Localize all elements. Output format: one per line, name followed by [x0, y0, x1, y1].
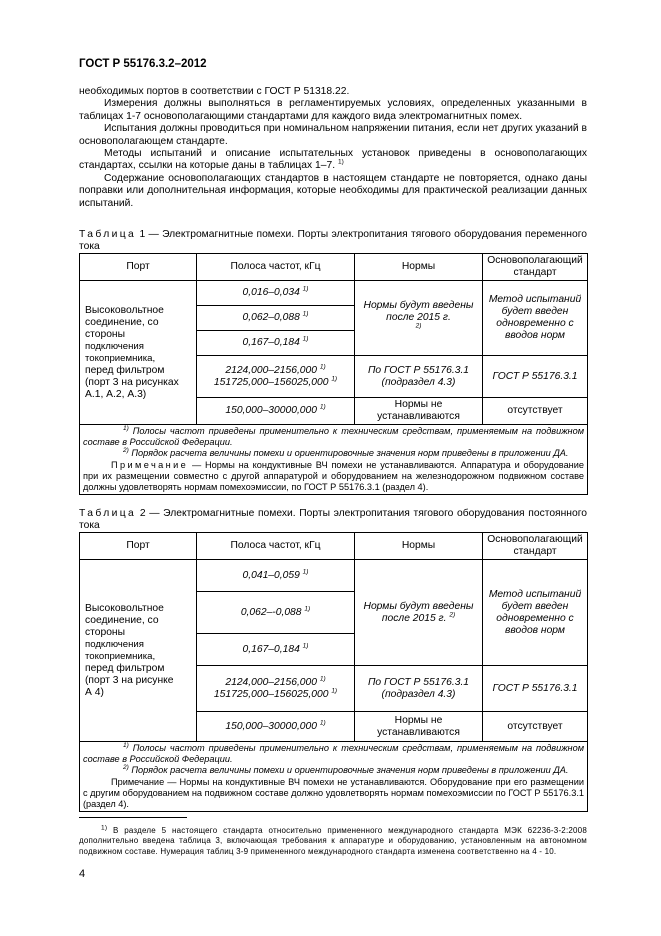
table2-norms-main: Нормы будут введены после 2015 г. $^{2)}$: [355, 560, 483, 666]
table1-band-3: 0,167–0,184 $^{1)}$: [197, 331, 355, 356]
table2-note: Примечание — Нормы на кондуктивные ВЧ помехи не устанавливаются. Оборудование при его размещении с другим оборудованием на подвижном составе должно удовлетворять нормам помехоэмиссии по ГОСТ Р 55176.3.1 (раздел 4).: [83, 776, 584, 810]
table2: [79, 532, 588, 812]
table2-standard-4: ГОСТ Р 55176.3.1: [483, 666, 588, 712]
table1-caption: Таблица 1 — Электромагнитные помехи. Порты электропитания тягового оборудования переменного тока: [79, 229, 587, 253]
footnote-divider: [79, 817, 187, 818]
table2-port-cell: Высоковольтное соединение, со стороны подключения токоприемника, перед фильтром (порт 3 на рисунке А 4): [80, 560, 197, 742]
document-header: ГОСТ Р 55176.3.2–2012: [79, 58, 207, 70]
table2-band-4: 2124,000–2156,000 $^{1)}$ 151725,000–156025,000 $^{1)}$: [197, 666, 355, 712]
table1-norms-5: Нормы не устанавливаются: [355, 398, 483, 425]
table2-band-5: 150,000–30000,000 $^{1)}$: [197, 712, 355, 742]
table2-band-1: 0,041–0,059 $^{1)}$: [197, 560, 355, 592]
table1: [79, 253, 588, 495]
table1-band-1: 0,016–0,034 $^{1)}$: [197, 281, 355, 306]
intro-paragraph-5: Содержание основополагающих стандартов в настоящем стандарте не повторяется, однако даны поправки или дополнительная информация, которые необходимы для практической реализации данных испытаний.: [79, 172, 587, 209]
footnote-ref: 1): [337, 159, 344, 167]
table2-band-3: 0,167–0,184 $^{1)}$: [197, 634, 355, 666]
table1-norms-main: Нормы будут введены после 2015 г. $^{2)}$: [355, 281, 483, 356]
table1-note: Примечание — Нормы на кондуктивные ВЧ помехи не устанавливаются. Аппаратура и оборудование при их размещении совместно с другой аппаратурой и оборудованием на железнодорожном подвижном составе должны удовлетворять нормам помехоэмиссии, по ГОСТ Р 55176.3.1 (раздел 4).: [83, 459, 585, 493]
table2-header-standard: Основополагающий стандарт: [483, 533, 588, 560]
table1-band-5: 150,000–30000,000 $^{1)}$: [197, 398, 355, 425]
table1-standard-4: ГОСТ Р 55176.3.1: [483, 356, 588, 398]
table1-norms-4: По ГОСТ Р 55176.3.1 (подраздел 4.3): [355, 356, 483, 398]
table1-band-2: 0,062–0,088 $^{1)}$: [197, 306, 355, 331]
table1-band-4: 2124,000–2156,000 $^{1)}$ 151725,000–156025,000 $^{1)}$: [197, 356, 355, 398]
table1-header-norms: Нормы: [355, 254, 483, 281]
table2-norms-5: Нормы не устанавливаются: [355, 712, 483, 742]
page-footnote: $^{1)}$ В разделе 5 настоящего стандарта относительно примененного международного стандарта МЭК 62236-3-2:2008 дополнительно введена таблица 3, включающая требования к аппаратуре и оборудованию, установленным на автономном подвижном составе. Нумерация таблиц 3-9 примененного международного стандарта изменена соответственно на 4 - 10.: [79, 824, 587, 856]
intro-paragraph-1: необходимых портов в соответствии с ГОСТ Р 51318.22.: [79, 86, 350, 97]
table1-footnote-1: $^{1)}$ Полосы частот приведены применительно к техническим средствам, применяемым на подвижном составе в Российской Федерации.: [83, 424, 584, 448]
table1-footnotes: [80, 425, 588, 495]
table2-footnote-1: $^{1)}$ Полосы частот приведены применительно к техническим средствам, применяемым на подвижном составе в Российской Федерации.: [83, 741, 584, 765]
table2-footnotes: [80, 742, 588, 812]
table1-header-band: Полоса частот, кГц: [197, 254, 355, 281]
table2-footnote-2: $^{2)}$ Порядок расчета величины помехи и ориентировочные значения норм приведены в приложении ДА.: [123, 764, 569, 776]
intro-paragraph-2: Измерения должны выполняться в регламентируемых условиях, определенных указанными в таблицах 1-7 основополагающими стандартами для каждого вида электромагнитных помех.: [79, 98, 587, 122]
table2-standard-5: отсутствует: [483, 712, 588, 742]
table2-norms-4: По ГОСТ Р 55176.3.1 (подраздел 4.3): [355, 666, 483, 712]
intro-paragraph-4: Методы испытаний и описание испытательных установок приведены в основополагающих стандартах, ссылки на которые даны в таблицах 1–7. $^{1)}$: [79, 148, 587, 172]
table2-header-norms: Нормы: [355, 533, 483, 560]
table1-method-main: Метод испытаний будет введен одновременно с вводов норм: [483, 281, 588, 356]
table2-caption: Таблица 2 — Электромагнитные помехи. Порты электропитания тягового оборудования постоянного тока: [79, 508, 587, 532]
table1-port-cell: Высоковольтное соединение, со стороны подключения токоприемника, перед фильтром (порт 3 на рисунках А.1, А.2, А.3): [80, 281, 197, 425]
intro-paragraph-3: Испытания должны проводиться при номинальном напряжении питания, если нет других указаний в основополагающем стандарте.: [79, 123, 587, 147]
page-number: 4: [79, 868, 86, 880]
table2-header-port: Порт: [80, 533, 197, 560]
table1-header-standard: Основополагающий стандарт: [483, 254, 588, 281]
table2-header-band: Полоса частот, кГц: [197, 533, 355, 560]
table1-footnote-2: $^{2)}$ Порядок расчета величины помехи и ориентировочные значения норм приведены в приложении ДА.: [123, 447, 569, 459]
intro-text: [79, 86, 587, 210]
table2-method-main: Метод испытаний будет введен одновременно с вводов норм: [483, 560, 588, 666]
table1-standard-5: отсутствует: [483, 398, 588, 425]
table2-band-2: 0,062–-0,088 $^{1)}$: [197, 592, 355, 634]
table1-header-port: Порт: [80, 254, 197, 281]
